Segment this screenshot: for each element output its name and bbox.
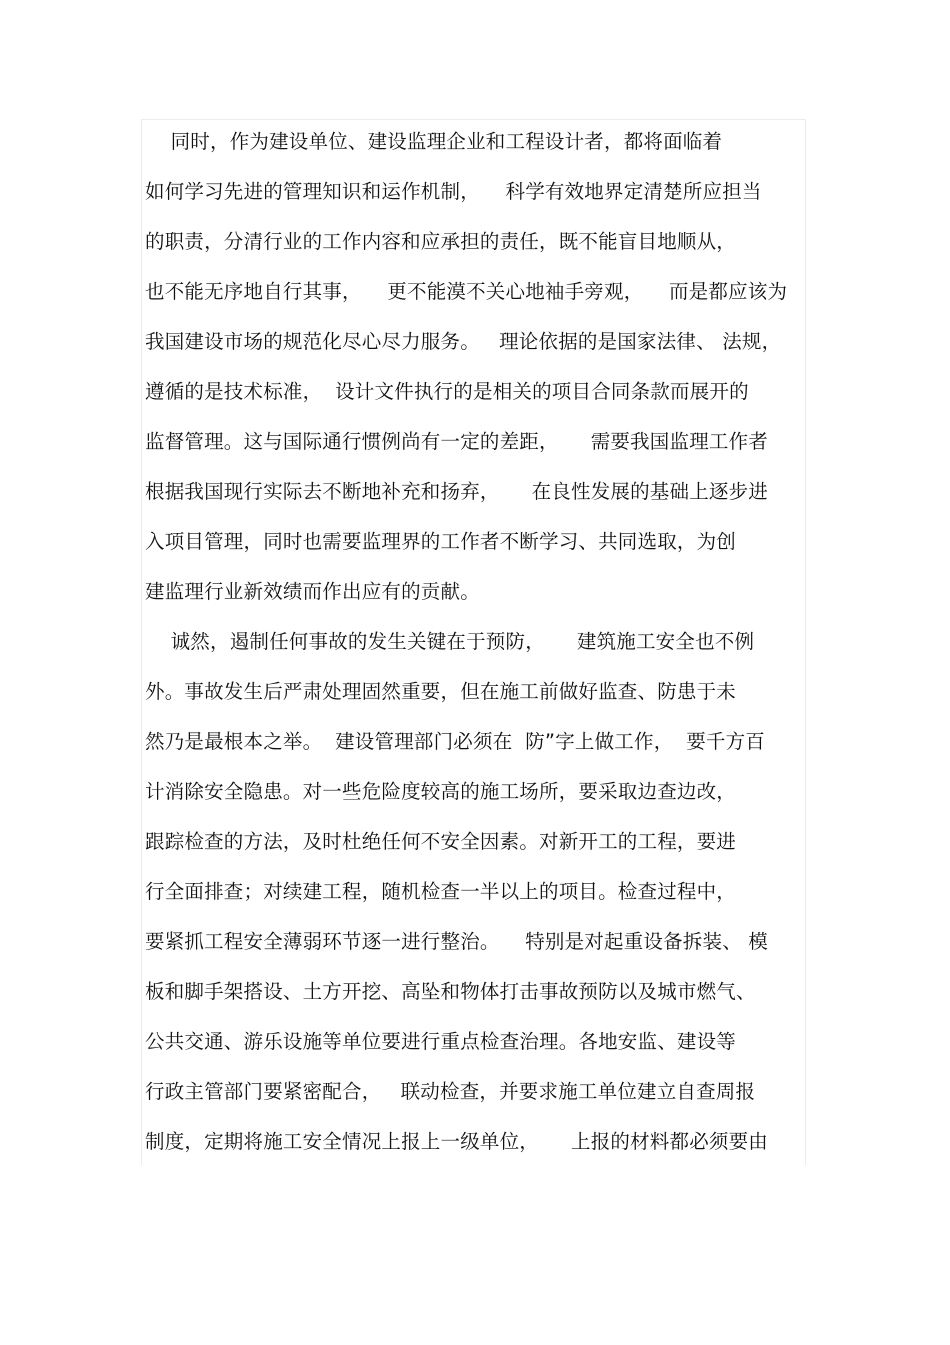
text-line: 建监理行业新效绩而作出应有的贡献。 [145, 580, 480, 603]
text-line: 外。事故发生后严肃处理固然重要，但在施工前做好监查、防患于未 [145, 680, 737, 703]
paragraph-1 [145, 122, 815, 622]
text-line: 诚然，遏制任何事故的发生关键在于预防， 建筑施工安全也不例 [145, 630, 755, 653]
text-line: 制度，定期将施工安全情况上报上一级单位， 上报的材料都必须要由 [145, 1130, 768, 1153]
text-line: 行全面排查；对续建工程，随机检查一半以上的项目。检查过程中， [145, 880, 737, 903]
text-line: 入项目管理，同时也需要监理界的工作者不断学习、共同选取，为创 [145, 530, 737, 553]
document-body [145, 122, 815, 1172]
text-line: 计消除安全隐患。对一些危险度较高的施工场所，要采取边查边改， [145, 780, 737, 803]
text-line: 根据我国现行实际去不断地补充和扬弃， 在良性发展的基础上逐步进 [145, 480, 768, 503]
text-line: 的职责，分清行业的工作内容和应承担的责任，既不能盲目地顺从， [145, 230, 737, 253]
text-line: 遵循的是技术标准， 设计文件执行的是相关的项目合同条款而展开的 [145, 380, 749, 403]
paragraph-2 [145, 622, 815, 1172]
text-line: 同时，作为建设单位、建设监理企业和工程设计者，都将面临着 [145, 130, 723, 153]
text-line: 我国建设市场的规范化尽心尽力服务。 理论依据的是国家法律、 法规， [145, 330, 782, 353]
text-line: 板和脚手架搭设、土方开挖、高坠和物体打击事故预防以及城市燃气、 [145, 980, 756, 1003]
text-line: 如何学习先进的管理知识和运作机制， 科学有效地界定清楚所应担当 [145, 180, 762, 203]
text-line: 然乃是最根本之举。 建设管理部门必须在 防”字上做工作， 要千方百 [145, 730, 765, 753]
text-line: 跟踪检查的方法，及时杜绝任何不安全因素。对新开工的工程，要进 [145, 830, 737, 853]
text-line: 监督管理。这与国际通行惯例尚有一定的差距， 需要我国监理工作者 [145, 430, 768, 453]
text-line: 要紧抓工程安全薄弱环节逐一进行整治。 特别是对起重设备拆装、 模 [145, 930, 768, 953]
text-line: 公共交通、游乐设施等单位要进行重点检查治理。各地安监、建设等 [145, 1030, 737, 1053]
text-line: 也不能无序地自行其事， 更不能漠不关心地袖手旁观， 而是都应该为 [145, 280, 788, 303]
text-line: 行政主管部门要紧密配合， 联动检查，并要求施工单位建立自查周报 [145, 1080, 756, 1103]
